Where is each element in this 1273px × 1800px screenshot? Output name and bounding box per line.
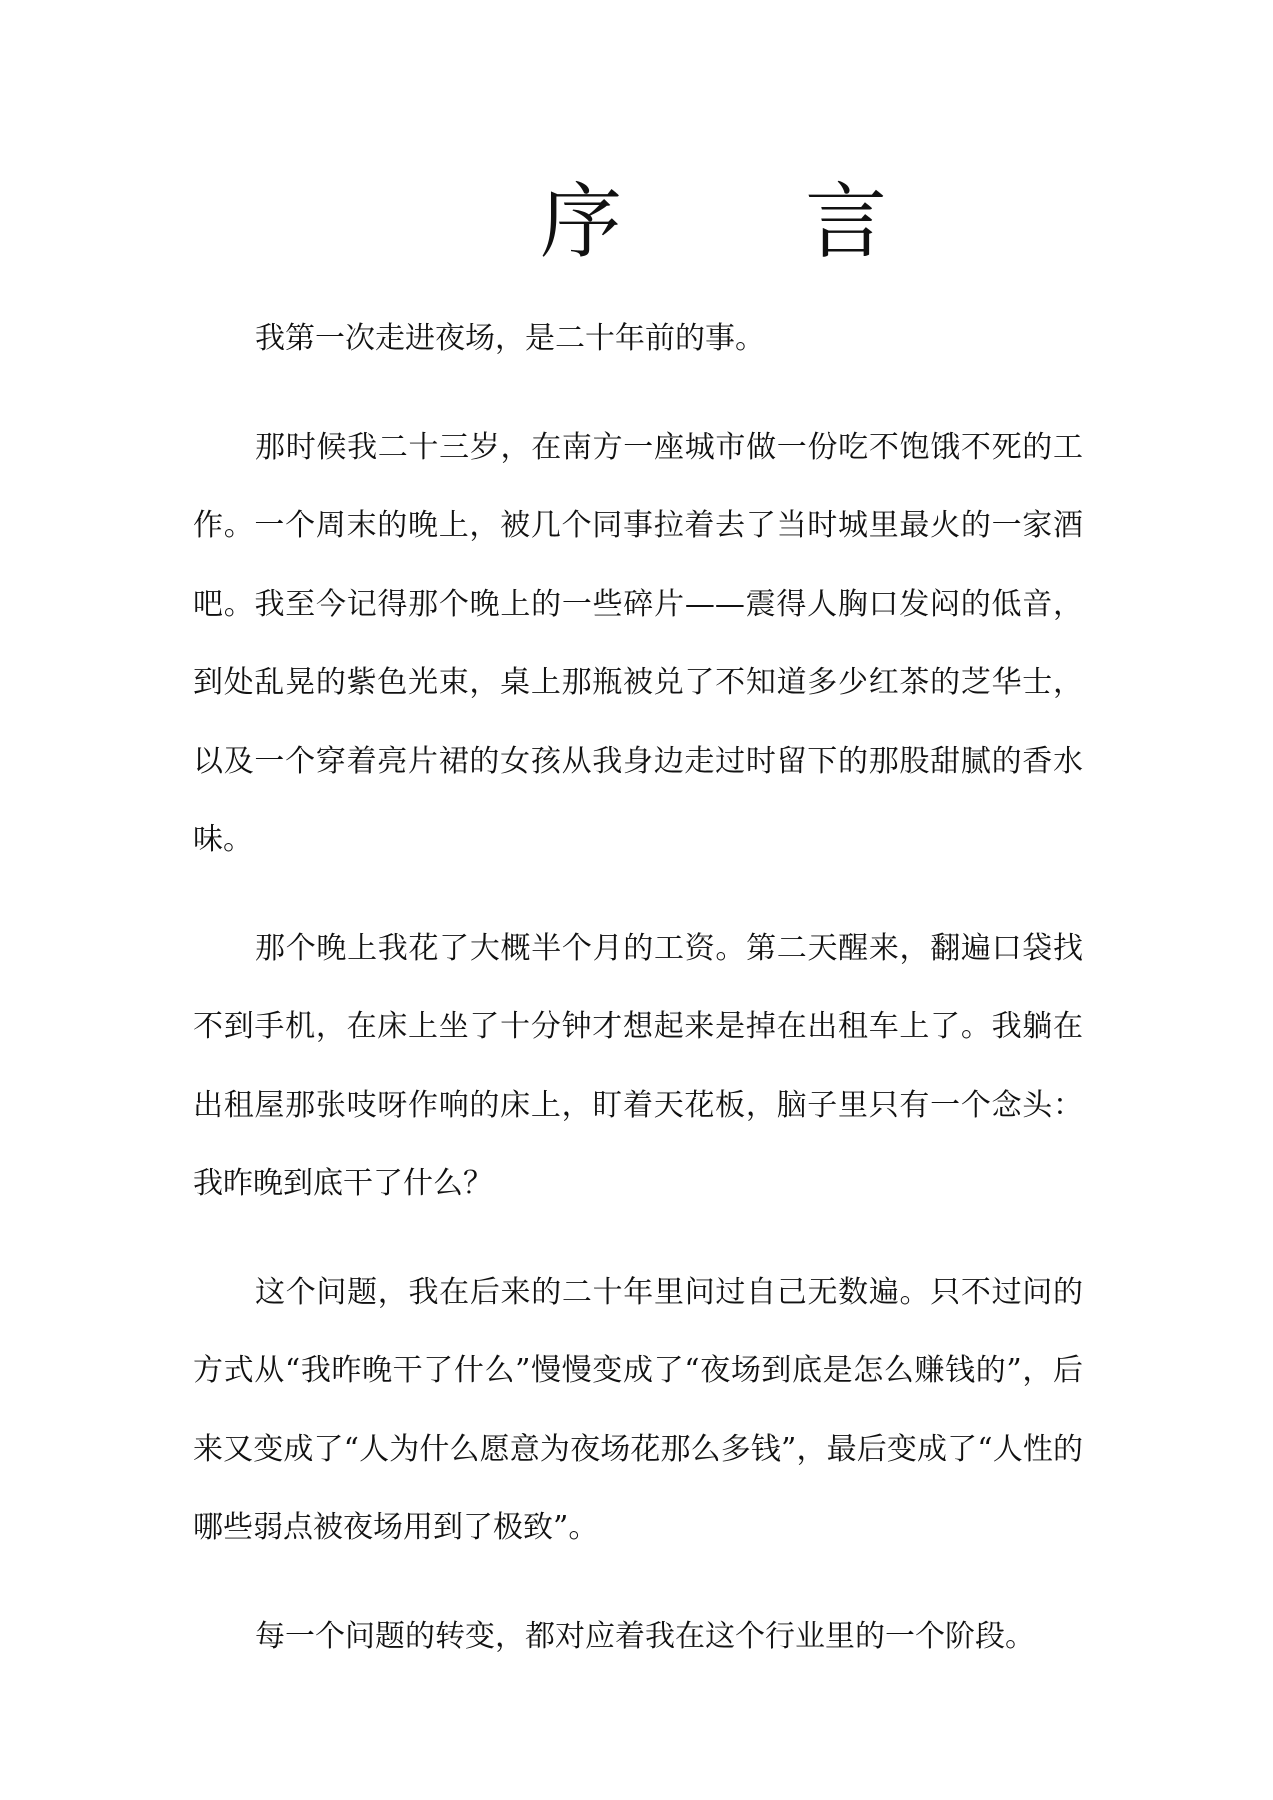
title-char-1: 序 xyxy=(540,175,623,270)
paragraph-3: 那个晚上我花了大概半个月的工资。第二天醒来，翻遍口袋找不到手机，在床上坐了十分钟才想起来是掉在出租车上了。我躺在出租屋那张吱呀作响的床上，盯着天花板，脑子里只有一个念头：我昨晚到底干了什么？ xyxy=(193,930,1083,1201)
body-text xyxy=(193,300,1083,1706)
title-char-2: 言 xyxy=(805,175,888,270)
paragraph-1: 我第一次走进夜场，是二十年前的事。 xyxy=(255,321,765,356)
paragraph-5: 每一个问题的转变，都对应着我在这个行业里的一个阶段。 xyxy=(255,1618,1035,1654)
paragraph-2: 那时候我二十三岁，在南方一座城市做一份吃不饱饿不死的工作。一个周末的晚上，被几个同事拉着去了当时城里最火的一家酒吧。我至今记得那个晚上的一些碎片——震得人胸口发闷的低音，到处乱晃的紫色光束，桌上那瓶被兑了不知道多少红茶的芝华士，以及一个穿着亮片裙的女孩从我身边走过时留下的那股甜腻的香水味。 xyxy=(193,429,1083,857)
paragraph-4: 这个问题，我在后来的二十年里问过自己无数遍。只不过问的方式从“我昨晚干了什么”慢慢变成了“夜场到底是怎么赚钱的”，后来又变成了“人为什么愿意为夜场花那么多钱”，最后变成了“人性的哪些弱点被夜场用到了极致”。 xyxy=(193,1274,1083,1545)
page-title xyxy=(0,168,1273,278)
